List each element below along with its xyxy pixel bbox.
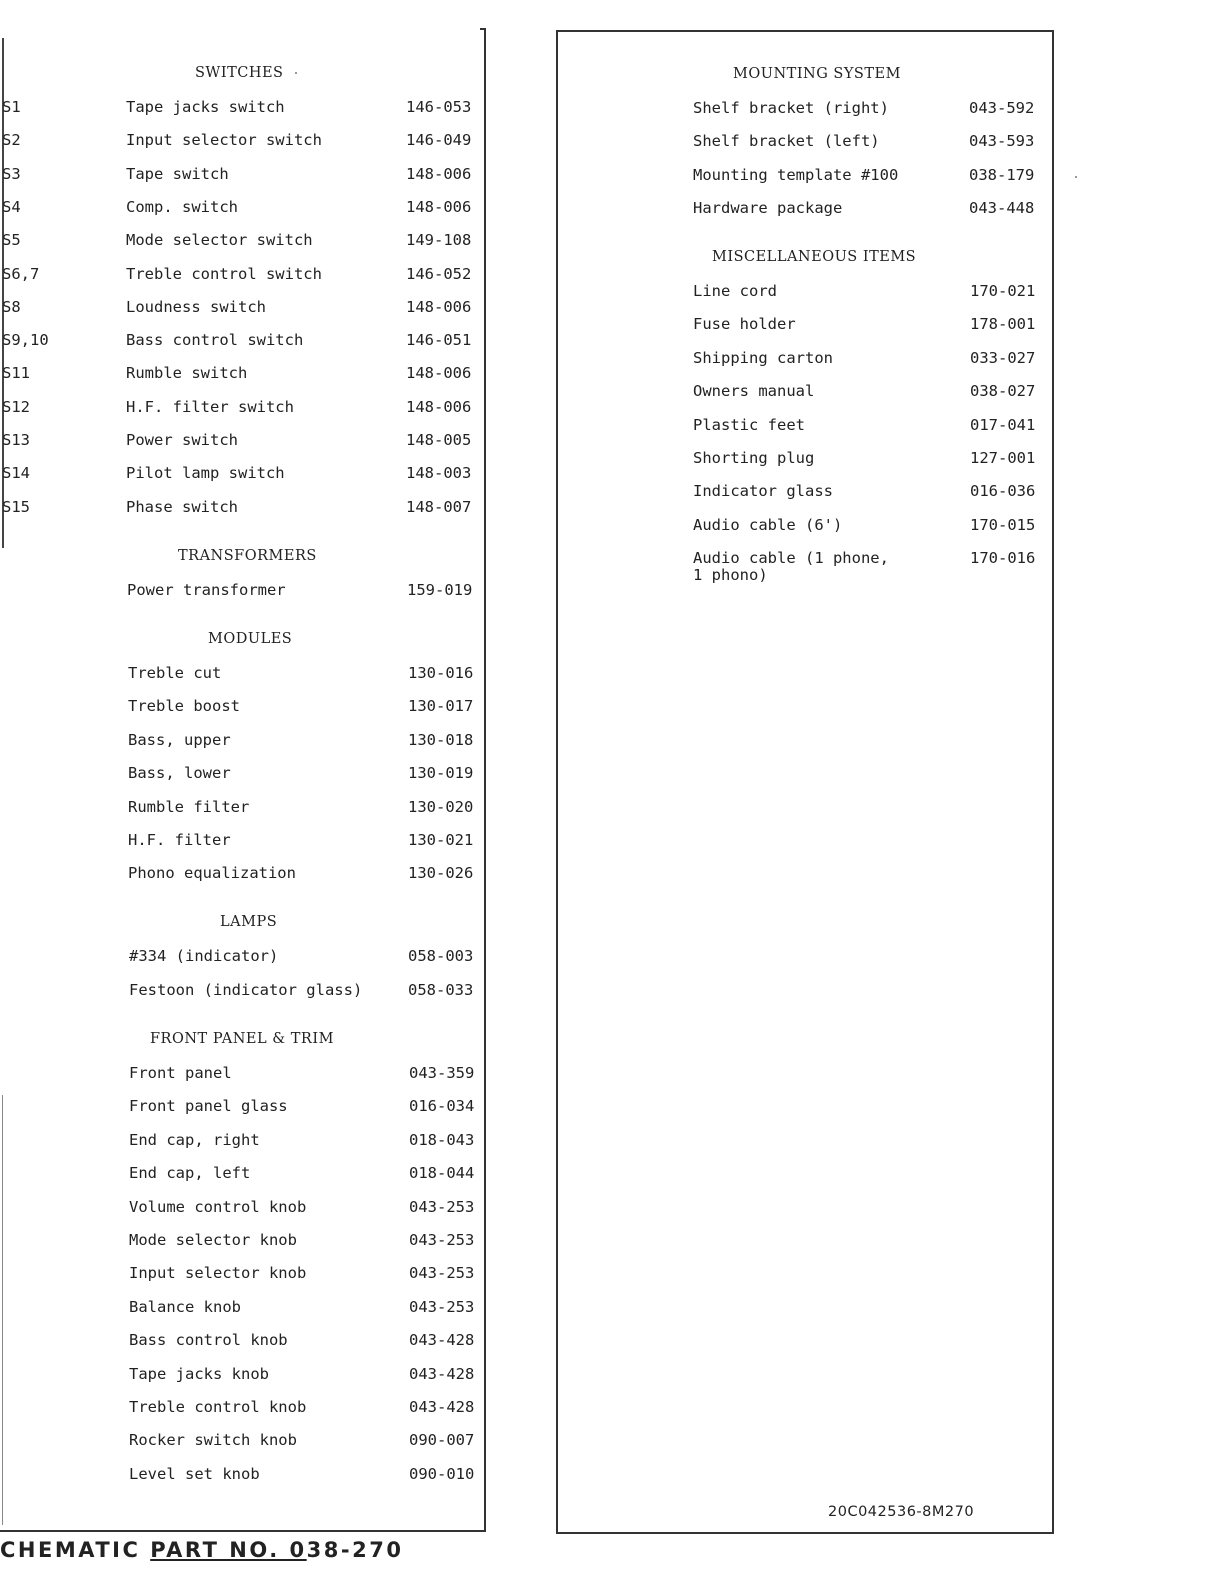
row-part-number: 148-006 (406, 164, 472, 183)
section-heading-lamps: LAMPS (220, 914, 278, 930)
row-part-number: 149-108 (406, 231, 472, 250)
row-description: Rumble switch (126, 364, 248, 383)
row-description: Power transformer (127, 581, 286, 599)
panel-corner-mark (480, 28, 486, 30)
row-reference: S9,10 (2, 331, 49, 350)
row-description: Volume control knob (129, 1197, 307, 1216)
row-description: Line cord (693, 282, 777, 300)
row-description: Mounting template #100 (693, 165, 899, 184)
row-description: Rocker switch knob (129, 1431, 297, 1450)
row-part-number: 043-428 (409, 1398, 475, 1416)
row-part-number: 130-026 (408, 864, 474, 883)
row-description: Tape jacks switch (126, 98, 285, 116)
row-description: Hardware package (693, 199, 843, 218)
row-part-number: 043-428 (409, 1364, 475, 1383)
row-description: Treble control knob (129, 1398, 307, 1416)
row-part-number: 043-592 (969, 99, 1035, 117)
row-part-number: 038-027 (970, 382, 1036, 401)
row-description: Front panel glass (129, 1097, 288, 1116)
section-heading-misc: MISCELLANEOUS ITEMS (712, 249, 917, 265)
row-description: Loudness switch (126, 297, 266, 316)
row-reference: S14 (2, 464, 30, 483)
row-part-number: 058-033 (408, 980, 474, 999)
row-part-number: 018-043 (409, 1130, 475, 1149)
row-part-number: 130-018 (408, 730, 474, 749)
row-reference: S1 (2, 98, 21, 116)
row-part-number: 148-005 (406, 431, 472, 449)
row-description: Rumble filter (128, 797, 250, 816)
row-reference: S12 (2, 397, 30, 416)
row-description: Mode selector switch (126, 231, 313, 250)
row-part-number: 148-006 (406, 197, 472, 216)
section-heading-transformers: TRANSFORMERS (178, 548, 317, 564)
row-description: Input selector switch (126, 131, 322, 150)
section-heading-mounting: MOUNTING SYSTEM (733, 66, 901, 82)
row-description: Tape switch (126, 164, 229, 183)
row-description: Power switch (126, 431, 238, 449)
document-code: 20C042536-8M270 (828, 1504, 975, 1520)
row-reference: S3 (2, 164, 21, 183)
row-description: Fuse holder (693, 315, 796, 334)
row-part-number: 170-016 (970, 549, 1036, 568)
row-part-number: 043-253 (409, 1197, 475, 1216)
row-description: Front panel (129, 1064, 232, 1082)
row-reference: S11 (2, 364, 30, 383)
row-description: Balance knob (129, 1297, 241, 1316)
row-reference: S13 (2, 431, 30, 449)
section-heading-switches: SWITCHES (195, 65, 284, 81)
row-description: Comp. switch (126, 197, 238, 216)
row-part-number: 127-001 (970, 449, 1036, 467)
row-part-number: 130-020 (408, 797, 474, 816)
row-description: Tape jacks knob (129, 1364, 269, 1383)
row-description: Audio cable (6') (693, 515, 843, 534)
row-part-number: 016-036 (970, 482, 1036, 501)
row-part-number: 130-016 (408, 664, 474, 682)
row-description: Plastic feet (693, 415, 805, 434)
row-description: Treble control switch (126, 264, 322, 283)
row-description: End cap, right (129, 1130, 260, 1149)
footer-prefix: CHEMATIC (0, 1538, 141, 1562)
row-description: Shelf bracket (right) (693, 99, 889, 117)
row-reference: S2 (2, 131, 21, 150)
row-part-number: 148-006 (406, 297, 472, 316)
row-description: End cap, left (129, 1164, 251, 1183)
row-description: Owners manual (693, 382, 815, 401)
row-description: Phono equalization (128, 864, 296, 883)
row-part-number: 058-003 (408, 947, 474, 965)
row-part-number: 043-253 (409, 1231, 475, 1249)
row-description: Festoon (indicator glass) (129, 980, 363, 999)
row-description: Shipping carton (693, 348, 833, 367)
row-reference: S6,7 (2, 264, 40, 283)
row-description: Phase switch (126, 497, 238, 516)
row-part-number: 043-359 (409, 1064, 475, 1082)
row-part-number: 146-053 (406, 98, 472, 116)
row-part-number: 017-041 (970, 415, 1036, 434)
row-part-number: 148-003 (406, 464, 472, 483)
row-part-number: 148-006 (406, 364, 472, 383)
row-description: Input selector knob (129, 1264, 307, 1283)
row-description: Bass control switch (126, 331, 304, 350)
row-part-number: 170-015 (970, 515, 1036, 534)
row-part-number: 043-253 (409, 1264, 475, 1283)
row-part-number: 130-017 (408, 697, 474, 716)
row-part-number: 178-001 (970, 315, 1036, 334)
row-reference: S15 (2, 497, 30, 516)
row-part-number: 159-019 (407, 581, 473, 599)
row-description: Mode selector knob (129, 1231, 297, 1249)
row-description: Shelf bracket (left) (693, 132, 880, 151)
row-part-number: 018-044 (409, 1164, 475, 1183)
footer-part-label: PART NO. 0 (150, 1538, 307, 1562)
row-description: Shorting plug (693, 449, 815, 467)
section-heading-modules: MODULES (208, 631, 293, 647)
row-part-number: 170-021 (970, 282, 1036, 300)
row-description: H.F. filter switch (126, 397, 294, 416)
row-description: Audio cable (1 phone, (693, 549, 889, 568)
row-part-number: 043-593 (969, 132, 1035, 151)
section-heading-front-panel: FRONT PANEL & TRIM (150, 1031, 334, 1047)
row-description: Bass, lower (128, 764, 231, 783)
scan-speck (295, 72, 297, 74)
row-description: Bass, upper (128, 730, 231, 749)
row-part-number: 130-021 (408, 831, 474, 849)
row-part-number: 146-052 (406, 264, 472, 283)
row-part-number: 038-179 (969, 165, 1035, 184)
row-part-number: 148-006 (406, 397, 472, 416)
row-description: Level set knob (129, 1464, 260, 1483)
left-margin-rule-lower (2, 1095, 3, 1525)
row-part-number: 033-027 (970, 348, 1036, 367)
row-description: Bass control knob (129, 1331, 288, 1350)
row-part-number: 090-010 (409, 1464, 475, 1483)
row-reference: S5 (2, 231, 21, 250)
row-description: H.F. filter (128, 831, 231, 849)
row-part-number: 043-428 (409, 1331, 475, 1350)
row-description: Pilot lamp switch (126, 464, 285, 483)
row-part-number: 146-049 (406, 131, 472, 150)
row-part-number: 043-448 (969, 199, 1035, 218)
row-reference: S8 (2, 297, 21, 316)
row-description: #334 (indicator) (129, 947, 279, 965)
row-part-number: 090-007 (409, 1431, 475, 1450)
schematic-part-number (0, 1538, 403, 1562)
row-part-number: 146-051 (406, 331, 472, 350)
row-reference: S4 (2, 197, 21, 216)
row-part-number: 130-019 (408, 764, 474, 783)
footer-part-suffix: 38-270 (306, 1538, 404, 1562)
row-description: Treble cut (128, 664, 222, 682)
row-part-number: 148-007 (406, 497, 472, 516)
scan-speck (1075, 176, 1077, 178)
row-description-continued: 1 phono) (693, 566, 768, 585)
row-part-number: 016-034 (409, 1097, 475, 1116)
row-part-number: 043-253 (409, 1297, 475, 1316)
row-description: Treble boost (128, 697, 240, 716)
row-description: Indicator glass (693, 482, 833, 501)
